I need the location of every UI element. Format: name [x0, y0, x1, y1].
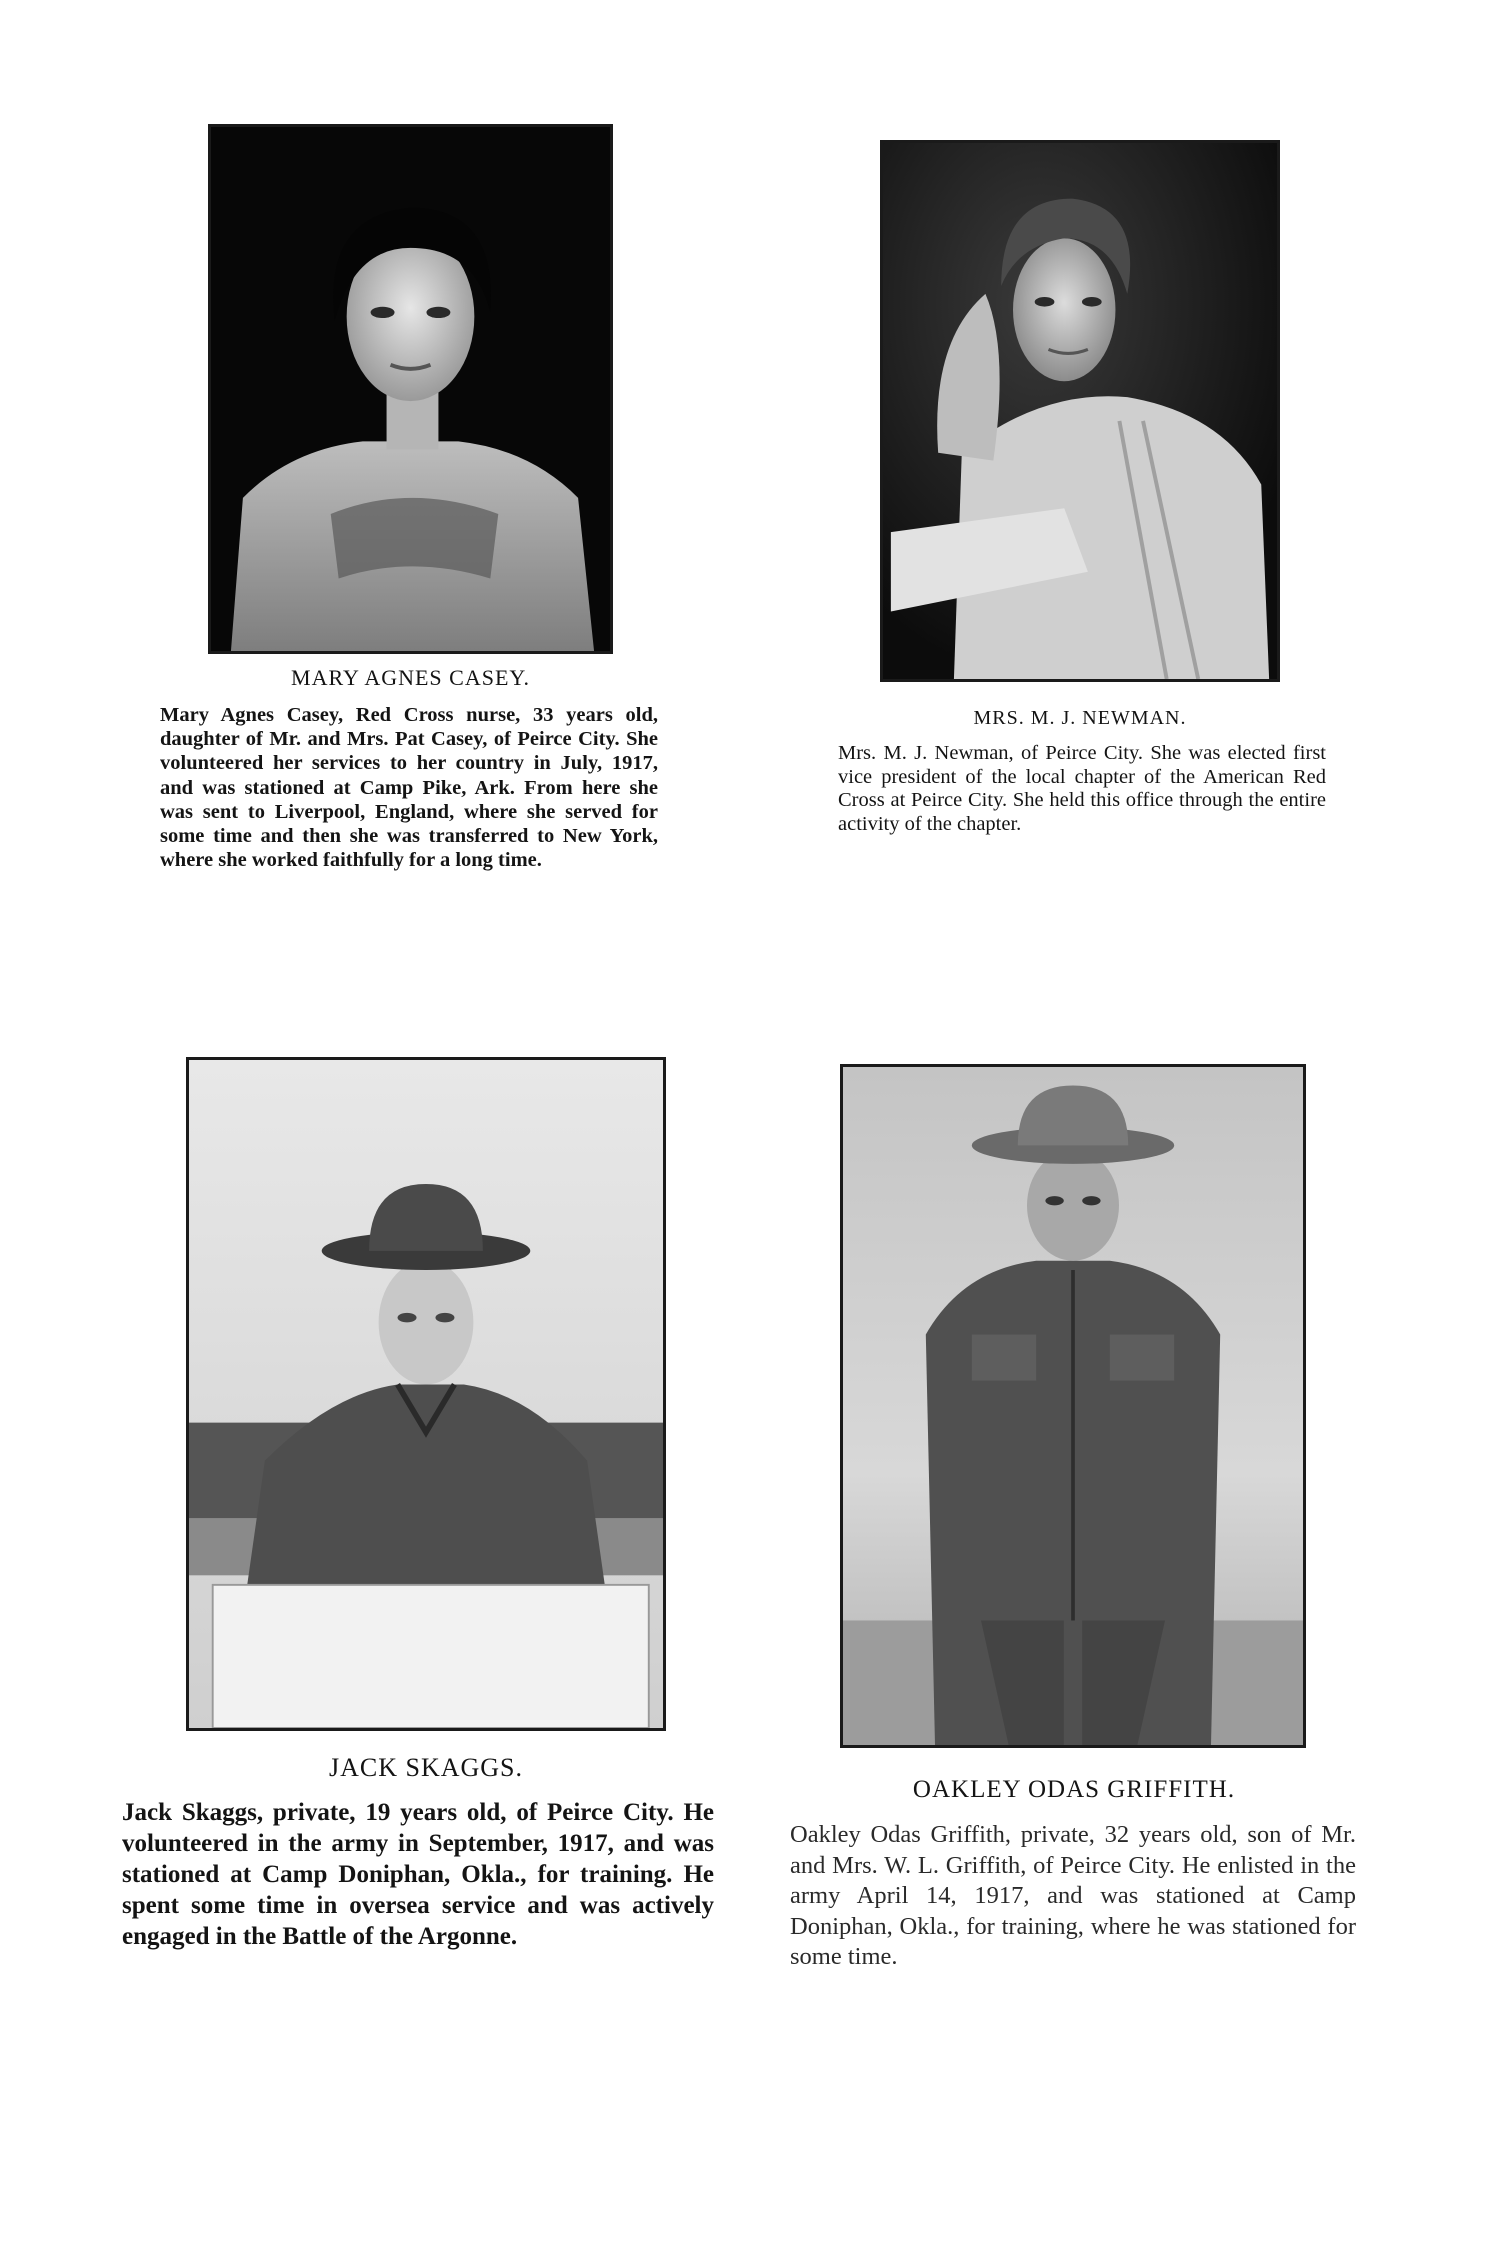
person-name: MARY AGNES CASEY.: [291, 665, 530, 690]
person-name: JACK SKAGGS.: [328, 1753, 524, 1782]
portrait-photo-mrs-m-j-newman: [880, 140, 1280, 682]
person-biography: Mary Agnes Casey, Red Cross nurse, 33 years old, daughter of Mr. and Mrs. Pat Casey, of Peirce City. She volunteered her services to her country in July, 1917, and was stationed at Camp Pike, Ark. From here she was sent to Liverpool, England, where she served for some time and then she was transferred to New York, where she worked faithfully for a long time.: [160, 704, 658, 872]
portrait-photo-mary-agnes-casey: [208, 124, 613, 654]
person-biography: Mrs. M. J. Newman, of Peirce City. She was elected first vice president of the local chapter of the American Red Cross at Peirce City. She held this office through the entire activity of the chapter.: [838, 742, 1326, 835]
person-name: MRS. M. J. NEWMAN.: [973, 707, 1187, 729]
portrait-photo-oakley-odas-griffith: [840, 1064, 1306, 1748]
person-biography: Oakley Odas Griffith, private, 32 years old, son of Mr. and Mrs. W. L. Griffith, of Peirce City. He enlisted in the army April 14, 1917, and was stationed at Camp Doniphan, Okla., for training, where he was stationed for some time.: [790, 1821, 1356, 1970]
person-name: OAKLEY ODAS GRIFFITH.: [912, 1776, 1236, 1803]
portrait-photo-jack-skaggs: [186, 1057, 666, 1731]
person-biography: Jack Skaggs, private, 19 years old, of Peirce City. He volunteered in the army in September, 1917, and was stationed at Camp Doniphan, Okla., for training. He spent some time in oversea service and was actively engaged in the Battle of the Argonne.: [122, 1799, 714, 1950]
